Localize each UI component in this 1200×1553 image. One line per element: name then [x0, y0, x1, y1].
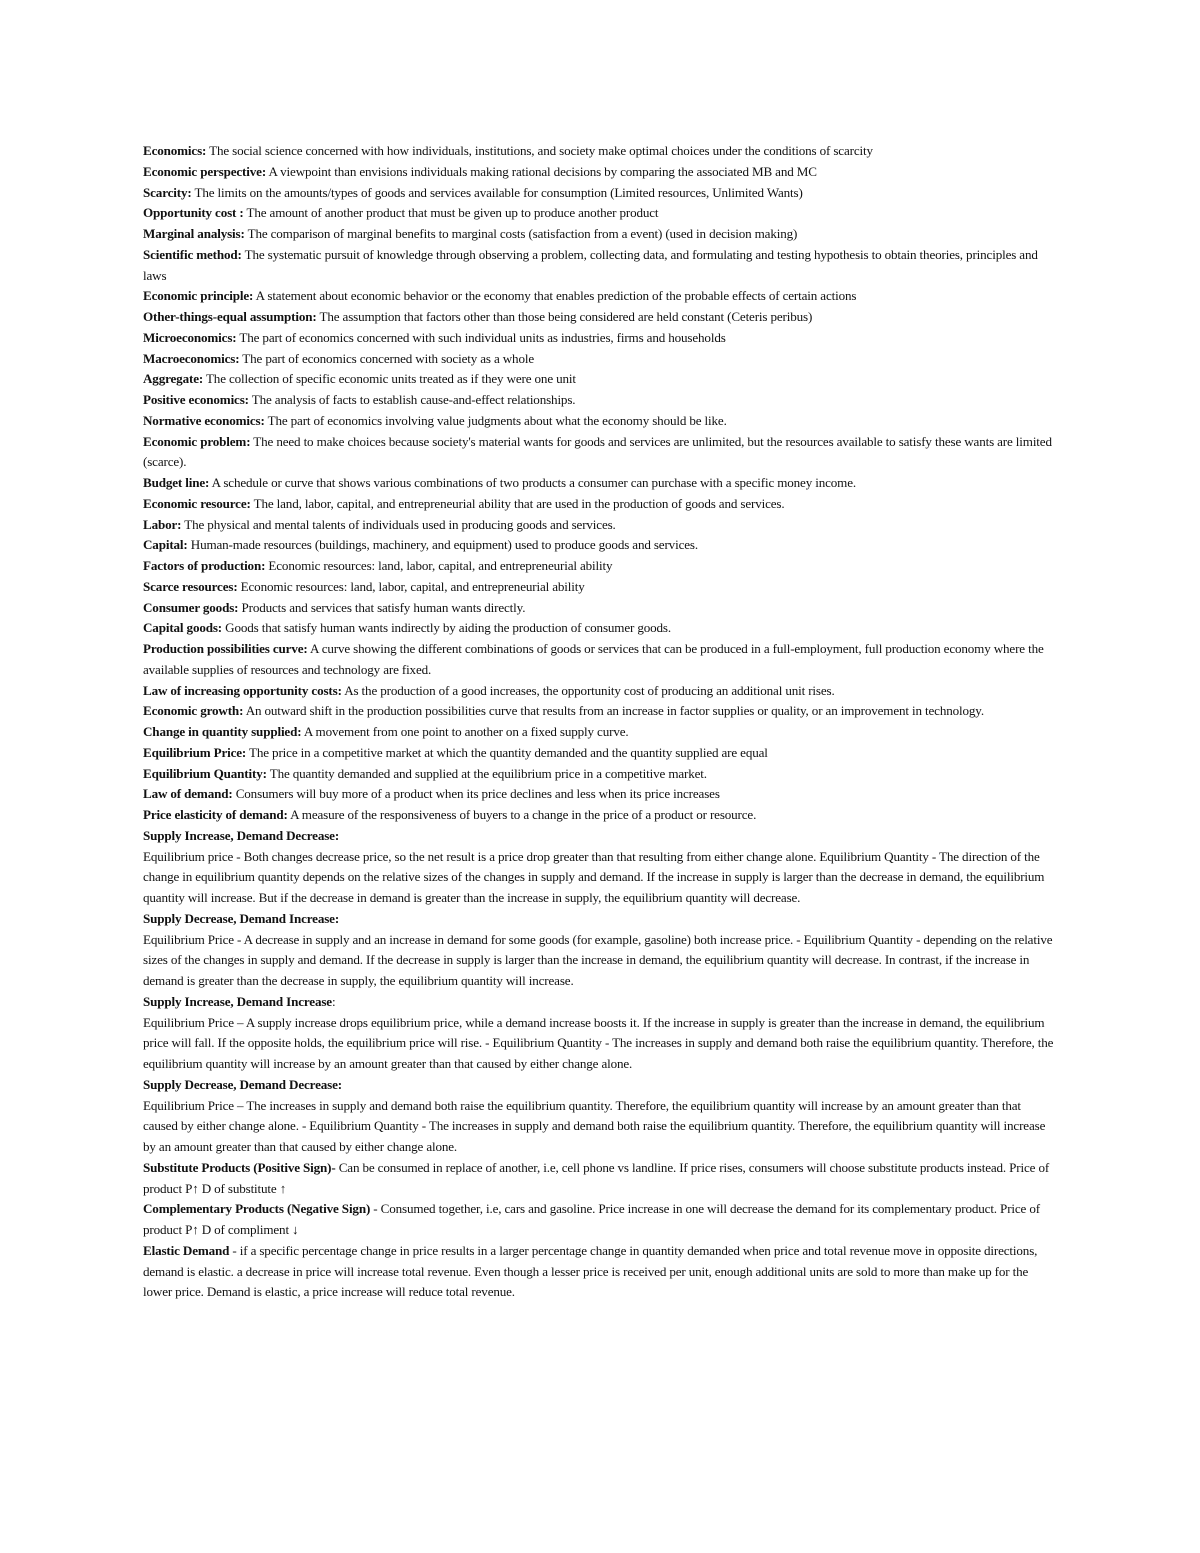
scenario-heading [143, 1075, 1058, 1096]
scenario-body: Equilibrium Price – The increases in supply and demand both raise the equilibrium quantity. Therefore, the equilibrium quantity will increase by an amount greater than that caused by either change alone. - Equilibrium Quantity - The increases in supply and demand both raise the equilibrium quantity. Therefore, the equilibrium quantity will increase by an amount greater than that caused by either change alone. [143, 1097, 1046, 1154]
definition-text: The comparison of marginal benefits to marginal costs (satisfaction from a event) (used in decision making) [247, 226, 798, 241]
definition-term: Capital: [143, 537, 188, 553]
definition-entry [143, 805, 1058, 826]
definition-text: The part of economics concerned with such individual units as industries, firms and households [239, 329, 726, 345]
definition-entry [143, 743, 1058, 764]
definition-term: Scarcity: [143, 184, 192, 200]
definition-entry [143, 286, 1058, 307]
definition-entry [143, 369, 1058, 390]
closing-entry [143, 1158, 1058, 1200]
scenario-body: Equilibrium Price – A supply increase drops equilibrium price, while a demand increase boosts it. If the increase in supply is greater than the increase in demand, the equilibrium price will fall. If the opposite holds, the equilibrium price will rise. - Equilibrium Quantity - The increases in supply and demand both raise the equilibrium quantity. Therefore, the equilibrium quantity will increase by an amount greater than that caused by either change alone. [143, 1014, 1054, 1071]
scenario-body: Equilibrium price - Both changes decrease price, so the net result is a price drop greater than that resulting from either change alone. Equilibrium Quantity - The direction of the change in equilibrium quantity depends on the relative sizes of the changes in supply and demand. If the increase in supply is larger than the decrease in demand, the equilibrium quantity will increase. But if the decrease in demand is greater than the increase in supply, the equilibrium quantity will decrease. [143, 848, 1045, 905]
definition-entry [143, 183, 1058, 204]
scenario-heading-text: Supply Increase, Demand Decrease: [143, 827, 340, 843]
definition-text: As the production of a good increases, the opportunity cost of producing an additional unit rises. [344, 682, 835, 698]
definition-entry [143, 722, 1058, 743]
definition-term: Other-things-equal assumption: [143, 309, 317, 324]
definition-term: Aggregate: [143, 371, 204, 387]
definition-term: Microeconomics: [143, 329, 237, 345]
definition-text: The analysis of facts to establish cause-and-effect relationships. [251, 392, 576, 407]
definition-entry [143, 577, 1058, 598]
scenario-heading-suffix: : [331, 993, 336, 1009]
definition-term: Change in quantity supplied: [143, 724, 302, 739]
definition-text: The social science concerned with how individuals, institutions, and society make optimal choices under the conditions of scarcity [209, 143, 873, 158]
scenario-heading [143, 992, 1058, 1013]
definition-term: Economic growth: [143, 703, 244, 719]
closing-entry [143, 1241, 1058, 1303]
definition-term: Normative economics: [143, 412, 265, 428]
definition-term: Economic problem: [143, 433, 251, 449]
scenario-heading-text: Supply Decrease, Demand Increase: [143, 910, 340, 926]
scenario-heading-text: Supply Decrease, Demand Decrease: [143, 1076, 342, 1092]
closing-text: - if a specific percentage change in price results in a larger percentage change in quantity demanded when price and total revenue move in opposite directions, demand is elastic. a decrease in price will increase total revenue. Even though a lesser price is received per unit, enough additional units are sold to more than make up for the lower price. Demand is elastic, a price increase will reduce total revenue. [143, 1242, 1038, 1300]
definition-text: The systematic pursuit of knowledge through observing a problem, collecting data, and formulating and testing hypothesis to obtain theories, principles and laws [143, 246, 1038, 283]
definition-entry [143, 307, 1058, 328]
scenario-heading [143, 909, 1058, 930]
definition-text: Goods that satisfy human wants indirectly by aiding the production of consumer goods. [225, 620, 671, 636]
definition-term: Scarce resources: [143, 578, 238, 594]
scenario-body: Equilibrium Price - A decrease in supply and an increase in demand for some goods (for example, gasoline) both increase price. - Equilibrium Quantity - depending on the relative sizes of the changes in supply and demand. If the decrease in supply is larger than the increase in demand, the equilibrium quantity will decrease. In contrast, if the increase in demand is greater than the decrease in supply, the equilibrium quantity will increase. [143, 931, 1053, 988]
definition-entry [143, 162, 1058, 183]
definition-text: The collection of specific economic units treated as if they were one unit [205, 371, 576, 387]
definition-term: Law of demand: [143, 786, 233, 802]
definition-term: Capital goods: [143, 620, 223, 636]
closing-term: Substitute Products (Positive Sign)- [143, 1159, 336, 1175]
closing-entry [143, 1199, 1058, 1241]
closing-term: Elastic Demand [143, 1242, 230, 1258]
closing-term: Complementary Products (Negative Sign) [143, 1201, 371, 1217]
definition-text: The part of economics involving value judgments about what the economy should be like. [267, 412, 727, 428]
definition-term: Budget line: [143, 475, 210, 490]
definition-entry [143, 556, 1058, 577]
definition-term: Equilibrium Quantity: [143, 765, 267, 781]
definition-text: The price in a competitive market at which the quantity demanded and the quantity supplied are equal [249, 744, 768, 760]
definition-term: Price elasticity of demand: [143, 807, 288, 822]
definition-entry [143, 535, 1058, 556]
definition-entry [143, 494, 1058, 515]
definition-text: The part of economics concerned with society as a whole [242, 350, 535, 366]
definition-entry [143, 349, 1058, 370]
definition-entry [143, 681, 1058, 702]
definition-term: Marginal analysis: [143, 226, 245, 241]
definition-text: A viewpoint than envisions individuals making rational decisions by comparing the associated MB and MC [268, 163, 817, 179]
definition-text: A curve showing the different combinations of goods or services that can be produced in a full-employment, full production economy where the available supplies of resources and technology are fixed. [143, 641, 1044, 677]
definition-term: Positive economics: [143, 392, 249, 407]
definition-entry [143, 784, 1058, 805]
closing-text: - Consumed together, i.e, cars and gasoline. Price increase in one will decrease the demand for its complementary product. Price of product P↑ D of compliment ↓ [143, 1201, 1040, 1237]
definition-term: Macroeconomics: [143, 350, 240, 366]
definition-entry [143, 203, 1058, 224]
definition-entry [143, 390, 1058, 411]
definition-term: Equilibrium Price: [143, 744, 247, 760]
definition-term: Factors of production: [143, 558, 266, 573]
definition-text: A schedule or curve that shows various combinations of two products a consumer can purchase with a specific money income. [211, 475, 856, 490]
definition-text: The need to make choices because society's material wants for goods and services are unlimited, but the resources available to satisfy these wants are limited (scarce). [143, 433, 1052, 470]
definition-term: Consumer goods: [143, 599, 239, 615]
definition-entry [143, 598, 1058, 619]
scenario-heading-text: Supply Increase, Demand Increase [143, 993, 332, 1009]
definition-text: The land, labor, capital, and entrepreneurial ability that are used in the production of goods and services. [253, 495, 785, 511]
definition-text: The quantity demanded and supplied at the equilibrium price in a competitive market. [269, 765, 707, 781]
definition-text: Economic resources: land, labor, capital, and entrepreneurial ability [268, 558, 613, 573]
definition-text: Products and services that satisfy human wants directly. [241, 599, 526, 615]
definition-entry [143, 411, 1058, 432]
definition-entry [143, 245, 1058, 287]
definition-entry [143, 515, 1058, 536]
definition-term: Production possibilities curve: [143, 641, 308, 656]
definition-text: The amount of another product that must be given up to produce another product [246, 205, 659, 221]
closing-text: Can be consumed in replace of another, i.e, cell phone vs landline. If price rises, consumers will choose substitute products instead. Price of product P↑ D of substitute ↑ [143, 1159, 1050, 1196]
definition-text: Consumers will buy more of a product when its price declines and less when its price increases [235, 786, 720, 802]
definition-text: The assumption that factors other than those being considered are held constant (Ceteris peribus) [319, 309, 813, 324]
definition-term: Scientific method: [143, 246, 242, 262]
definition-term: Opportunity cost : [143, 205, 244, 221]
definition-text: An outward shift in the production possibilities curve that results from an increase in factor supplies or quality, or an improvement in technology. [245, 703, 984, 719]
definition-text: The limits on the amounts/types of goods and services available for consumption (Limited resources, Unlimited Wants) [194, 184, 803, 200]
definition-term: Labor: [143, 516, 182, 532]
definition-entry [143, 432, 1058, 474]
definition-term: Economic principle: [143, 288, 254, 304]
definition-term: Law of increasing opportunity costs: [143, 682, 342, 698]
definition-entry [143, 618, 1058, 639]
definition-entry [143, 764, 1058, 785]
definition-term: Economic perspective: [143, 163, 267, 179]
definition-entry [143, 701, 1058, 722]
definition-text: Economic resources: land, labor, capital, and entrepreneurial ability [240, 578, 585, 594]
definition-entry [143, 473, 1058, 494]
definition-text: Human-made resources (buildings, machinery, and equipment) used to produce goods and services. [190, 537, 698, 553]
definition-entry [143, 328, 1058, 349]
scenario-heading [143, 826, 1058, 847]
definition-term: Economic resource: [143, 495, 251, 511]
definition-text: A statement about economic behavior or the economy that enables prediction of the probable effects of certain actions [255, 288, 857, 304]
definition-entry [143, 639, 1058, 681]
definition-text: The physical and mental talents of individuals used in producing goods and services. [184, 516, 616, 532]
definition-text: A movement from one point to another on a fixed supply curve. [303, 724, 629, 739]
definition-text: A measure of the responsiveness of buyers to a change in the price of a product or resource. [290, 807, 757, 822]
definition-entry [143, 141, 1058, 162]
definition-entry [143, 224, 1058, 245]
document-page [143, 141, 1058, 1303]
definition-term: Economics: [143, 143, 207, 158]
